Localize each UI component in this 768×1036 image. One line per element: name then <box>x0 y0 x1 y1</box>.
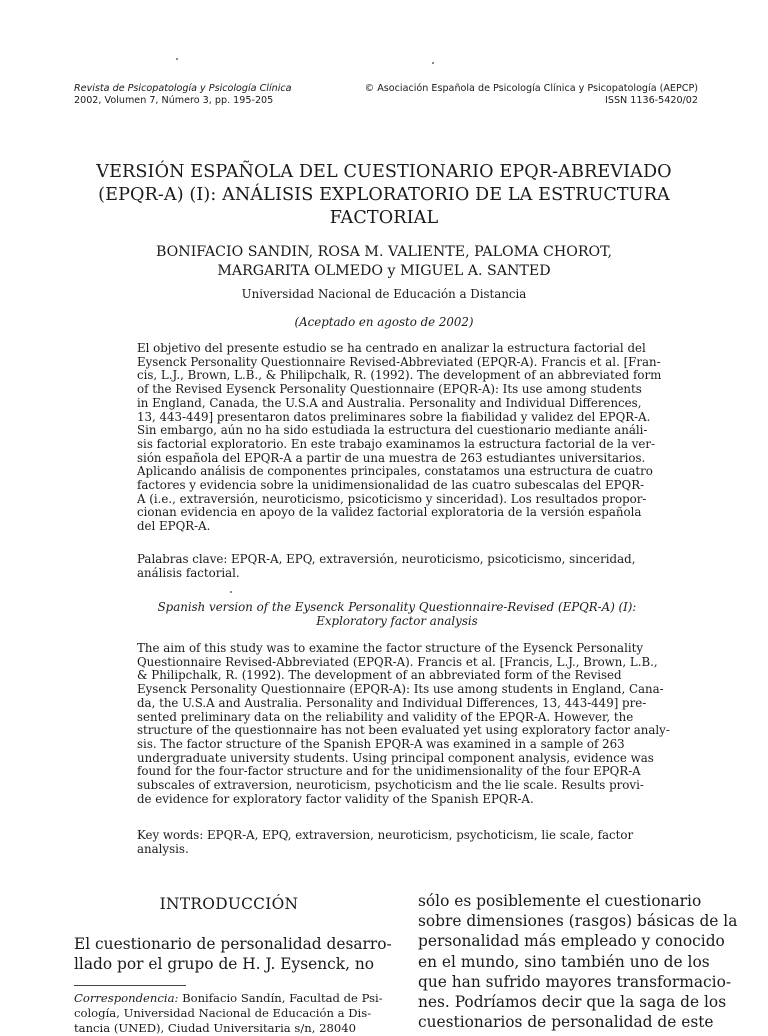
abstract-line: Questionnaire Revised-Abbreviated (EPQR-A). Francis et al. [Francis, L.J., Brown, L.B., <box>137 654 658 669</box>
abstract-line: of the Revised Eysenck Personality Questionnaire (EPQR-A): Its use among students <box>137 382 642 397</box>
abstract-line: El objetivo del presente estudio se ha centrado en analizar la estructura factorial del <box>137 341 646 355</box>
abstract-line: sis factorial exploratorio. En este trabajo examinamos la estructura factorial de la ver- <box>137 436 656 451</box>
english-title-line: Exploratory factor analysis <box>316 614 478 628</box>
abstract-line: found for the four-factor structure and for the unidimensionality of the four EPQR-A <box>137 764 641 779</box>
keywords-line: Key words: EPQR-A, EPQ, extraversion, neuroticism, psychoticism, lie scale, factor <box>137 828 634 842</box>
keywords-english <box>137 829 657 856</box>
section-heading: INTRODUCCIÓN <box>159 895 299 913</box>
abstract-line: cis, L.J., Brown, L.B., & Philipchalk, R. (1992). The development of an abbreviated form <box>137 368 662 383</box>
abstract-line: A (i.e., extraversión, neuroticismo, psicoticismo y sinceridad). Los resultados propor- <box>137 491 647 506</box>
correspondence-footnote <box>74 991 390 1036</box>
abstract-line: de evidence for exploratory factor validity of the Spanish EPQR-A. <box>137 791 534 806</box>
abstract-line: The aim of this study was to examine the factor structure of the Eysenck Personality <box>137 641 644 655</box>
abstract-line: sis. The factor structure of the Spanish EPQR-A was examined in a sample of 263 <box>137 736 625 751</box>
abstract-line: Eysenck Personality Questionnaire (EPQR-A): Its use among students in England, Cana- <box>137 682 664 697</box>
body-line: que han sufrido mayores transformacio- <box>418 972 732 991</box>
footnote-line: cología, Universidad Nacional de Educación a Dis- <box>74 1006 372 1020</box>
title-line: VERSIÓN ESPAÑOLA DEL CUESTIONARIO EPQR-ABREVIADO <box>96 162 672 182</box>
abstract-line: sión española del EPQR-A a partir de una muestra de 263 estudiantes universitarios. <box>137 450 646 465</box>
accepted-date: (Aceptado en agosto de 2002) <box>294 315 474 329</box>
abstract-line: Eysenck Personality Questionnaire Revised-Abbreviated (EPQR-A). Francis et al. [Fran- <box>137 354 661 369</box>
scan-speck <box>432 62 434 64</box>
body-line: cuestionarios de personalidad de este <box>418 1013 714 1032</box>
journal-volume: 2002, Volumen 7, Número 3, pp. 195-205 <box>74 95 274 106</box>
body-line: llado por el grupo de H. J. Eysenck, no <box>74 955 375 974</box>
abstract-spanish <box>137 341 662 534</box>
article-title <box>60 161 708 230</box>
journal-header-right <box>365 83 698 107</box>
english-title <box>137 600 657 628</box>
author-line: MARGARITA OLMEDO y MIGUEL A. SANTED <box>217 263 551 279</box>
body-column-left <box>74 934 392 974</box>
abstract-line: del EPQR-A. <box>137 519 211 534</box>
footnote-text: Bonifacio Sandín, Facultad de Psi- <box>178 991 383 1005</box>
abstract-line: Aplicando análisis de componentes principales, constatamos una estructura de cuatro <box>137 464 653 479</box>
abstract-line: da, the U.S.A and Australia. Personality and Individual Differences, 13, 443-449] pre- <box>137 695 647 710</box>
abstract-english <box>137 641 670 806</box>
body-line: El cuestionario de personalidad desarro- <box>74 935 392 953</box>
body-line: sobre dimensiones (rasgos) básicas de la <box>418 912 738 931</box>
author-list <box>60 243 708 281</box>
keywords-line: Palabras clave: EPQR-A, EPQ, extraversión, neuroticismo, psicoticismo, sinceridad, <box>137 552 636 566</box>
body-line: personalidad más empleado y conocido <box>418 932 725 951</box>
scan-speck <box>176 58 178 60</box>
abstract-line: & Philipchalk, R. (1992). The development of an abbreviated form of the Revised <box>137 668 622 683</box>
author-line: BONIFACIO SANDIN, ROSA M. VALIENTE, PALOMA CHOROT, <box>155 244 613 260</box>
title-line: FACTORIAL <box>329 208 439 228</box>
keywords-line: analysis. <box>137 841 189 856</box>
keywords-spanish <box>137 553 657 580</box>
footnote-line: tancia (UNED), Ciudad Universitaria s/n, 28040 <box>74 1021 356 1035</box>
body-line: nes. Podríamos decir que la saga de los <box>418 993 727 1012</box>
english-title-line: Spanish version of the Eysenck Personality Questionnaire-Revised (EPQR-A) (I): <box>157 600 637 614</box>
body-line: en el mundo, sino también uno de los <box>418 952 710 971</box>
affiliation: Universidad Nacional de Educación a Distancia <box>241 287 527 301</box>
footnote-line <box>74 991 390 1006</box>
footnote-divider <box>74 985 186 986</box>
copyright-notice: © Asociación Española de Psicología Clínica y Psicopatología (AEPCP) <box>364 83 698 94</box>
abstract-line: in England, Canada, the U.S.A and Australia. Personality and Individual Differences, <box>137 395 642 410</box>
abstract-line: cionan evidencia en apoyo de la validez factorial exploratoria de la versión española <box>137 505 642 520</box>
body-line: sólo es posiblemente el cuestionario <box>418 892 702 910</box>
abstract-line: factores y evidencia sobre la unidimensionalidad de las cuatro subescalas del EPQR- <box>137 478 645 493</box>
body-column-right <box>418 891 738 1032</box>
correspondence-label: Correspondencia: <box>74 991 179 1005</box>
issn: ISSN 1136-5420/02 <box>605 95 698 106</box>
abstract-line: structure of the questionnaire has not been evaluated yet using exploratory factor analy- <box>137 723 670 738</box>
abstract-line: undergraduate university students. Using principal component analysis, evidence was <box>137 750 654 765</box>
scan-speck <box>230 591 232 593</box>
abstract-line: Sin embargo, aún no ha sido estudiada la estructura del cuestionario mediante análi- <box>137 423 648 438</box>
abstract-line: sented preliminary data on the reliability and validity of the EPQR-A. However, the <box>137 709 634 724</box>
journal-name: Revista de Psicopatología y Psicología Clínica <box>74 83 292 94</box>
journal-header-left <box>74 83 292 107</box>
abstract-line: subscales of extraversion, neuroticism, psychoticism and the lie scale. Results provi- <box>137 778 644 793</box>
title-line: (EPQR-A) (I): ANÁLISIS EXPLORATORIO DE LA ESTRUCTURA <box>98 185 670 205</box>
abstract-line: 13, 443-449] presentaron datos preliminares sobre la fiabilidad y validez del EPQR-A. <box>137 409 651 424</box>
keywords-line: análisis factorial. <box>137 565 240 580</box>
